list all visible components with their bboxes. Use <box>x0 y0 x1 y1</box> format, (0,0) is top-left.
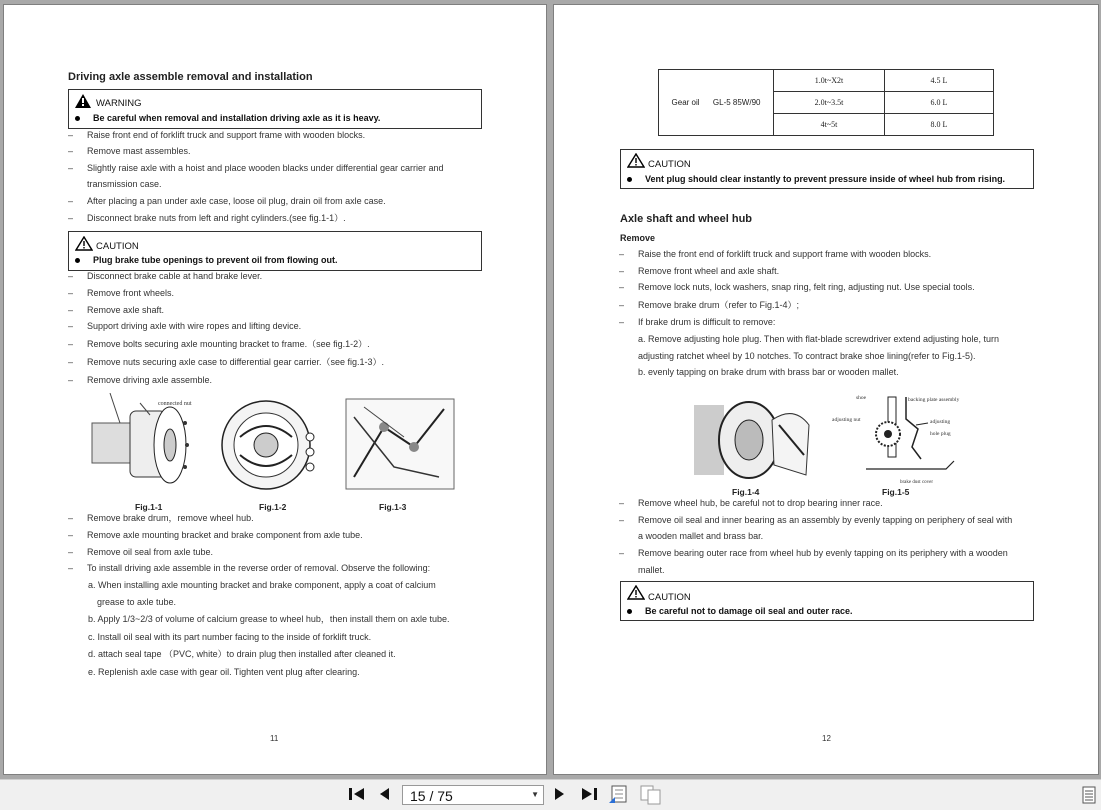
list-item: Support driving axle with wire ropes and lifting device. <box>87 321 302 331</box>
list-item: Remove brake drum，remove wheel hub. <box>87 513 254 523</box>
section-title: Driving axle assemble removal and installation <box>68 71 313 83</box>
list-item: If brake drum is difficult to remove: <box>638 317 776 327</box>
next-page-icon[interactable] <box>554 786 566 806</box>
single-page-view-icon[interactable] <box>608 785 630 809</box>
right-page <box>553 4 1099 775</box>
list-item: d. attach seal tape （PVC, white）to drain plug then installed after cleaned it. <box>88 649 396 659</box>
list-item: Remove axle shaft. <box>87 305 165 315</box>
gear-oil-spec: GL-5 85W/90 <box>712 98 761 107</box>
list-dash: – <box>68 547 74 557</box>
list-dash: – <box>619 515 625 525</box>
list-item: b. Apply 1/3~2/3 of volume of calcium grease to wheel hub，then install them on axle tube. <box>88 614 450 624</box>
caution-label: CAUTION <box>96 241 139 252</box>
figure-label: connected nut <box>158 401 192 407</box>
bullet <box>627 609 632 614</box>
page-selector[interactable] <box>402 785 544 805</box>
list-item: transmission case. <box>87 179 162 189</box>
list-item: Remove axle mounting bracket and brake component from axle tube. <box>87 530 363 540</box>
gear-oil-cell <box>659 70 774 136</box>
gear-oil-name: Gear oil <box>671 98 700 107</box>
list-dash: – <box>619 249 625 259</box>
figure-caption: Fig.1-1 <box>135 502 163 512</box>
list-item: Remove oil seal from axle tube. <box>87 547 214 557</box>
figure-caption: Fig.1-5 <box>882 487 910 497</box>
figure-1-1-illustration <box>90 393 210 499</box>
caution-text: Vent plug should clear instantly to prevent pressure inside of wheel hub from rising. <box>645 174 1006 184</box>
figure-label: backing plate assembly <box>908 397 960 403</box>
capacity-cell: 2.0t~3.5t <box>774 92 885 114</box>
list-item: Raise the front end of forklift truck and support frame with wooden blocks. <box>638 249 932 259</box>
gear-oil-table <box>658 69 994 136</box>
list-item: Remove oil seal and inner bearing as an assembly by evenly tapping on periphery of seal with <box>638 515 1013 525</box>
warning-label: WARNING <box>96 98 142 109</box>
list-dash: – <box>68 375 74 385</box>
page-indicator: 15 / 75 <box>410 788 453 804</box>
warning-icon <box>75 94 91 108</box>
list-dash: – <box>68 146 74 156</box>
volume-cell: 6.0 L <box>885 92 994 114</box>
list-dash: – <box>68 196 74 206</box>
list-dash: – <box>619 300 625 310</box>
figure-caption: Fig.1-4 <box>732 487 760 497</box>
caution-label: CAUTION <box>648 592 691 603</box>
caution-text: Be careful not to damage oil seal and outer race. <box>645 606 853 616</box>
volume-cell: 4.5 L <box>885 70 994 92</box>
two-page-view-icon[interactable] <box>640 785 662 809</box>
page-number: 11 <box>270 734 279 743</box>
list-dash: – <box>68 130 74 140</box>
list-dash: – <box>619 266 625 276</box>
list-dash: – <box>68 339 74 349</box>
list-item: Remove driving axle assemble. <box>87 375 213 385</box>
list-item: To install driving axle assemble in the reverse order of removal. Observe the following: <box>87 563 431 573</box>
previous-page-icon[interactable] <box>378 786 390 806</box>
list-item: Remove nuts securing axle case to differential gear carrier.（see fig.1-3）. <box>87 357 384 367</box>
list-item: Remove bearing outer race from wheel hub by evenly tapping on its periphery with a wooden <box>638 548 1008 558</box>
list-item: a wooden mallet and brass bar. <box>638 531 764 541</box>
figure-1-3-illustration <box>344 397 456 491</box>
list-dash: – <box>68 271 74 281</box>
figure-label: hole plug <box>930 431 951 437</box>
figure-1-5-illustration <box>826 389 996 485</box>
figure-label: adjusting <box>930 419 951 425</box>
list-dash: – <box>619 317 625 327</box>
list-item: Remove bolts securing axle mounting bracket to frame.（see fig.1-2）. <box>87 339 370 349</box>
list-item: Disconnect brake nuts from left and right cylinders.(see fig.1-1）. <box>87 213 346 223</box>
list-dash: – <box>68 163 74 173</box>
figure-label: shoe <box>856 395 867 401</box>
list-dash: – <box>619 282 625 292</box>
caution-box <box>68 231 482 271</box>
list-dash: – <box>68 288 74 298</box>
page-number: 12 <box>822 734 831 743</box>
list-item: Remove lock nuts, lock washers, snap ring, felt ring, adjusting nut. Use special tools. <box>638 282 975 292</box>
list-item: Disconnect brake cable at hand brake lever. <box>87 271 263 281</box>
bullet <box>75 116 80 121</box>
figure-caption: Fig.1-3 <box>379 502 407 512</box>
capacity-cell: 1.0t~X2t <box>774 70 885 92</box>
caution-box <box>620 581 1034 621</box>
list-item: Remove wheel hub, be careful not to drop bearing inner race. <box>638 498 883 508</box>
figure-1-2-illustration <box>218 397 328 497</box>
list-item: Remove brake drum（refer to Fig.1-4）; <box>638 300 800 310</box>
list-dash: – <box>68 530 74 540</box>
capacity-cell: 4t~5t <box>774 114 885 136</box>
list-item: grease to axle tube. <box>97 597 177 607</box>
caution-label: CAUTION <box>648 159 691 170</box>
list-item: Raise front end of forklift truck and support frame with wooden blocks. <box>87 130 366 140</box>
last-page-icon[interactable] <box>580 786 598 806</box>
menu-icon[interactable] <box>1082 786 1096 808</box>
list-item: Remove mast assembles. <box>87 146 191 156</box>
list-dash: – <box>68 513 74 523</box>
list-item: a. When installing axle mounting bracket and brake component, apply a coat of calcium <box>88 580 436 590</box>
list-item: e. Replenish axle case with gear oil. Tighten vent plug after clearing. <box>88 667 360 677</box>
figure-label: adjusting nut <box>832 417 861 423</box>
list-dash: – <box>68 305 74 315</box>
figure-1-4-illustration <box>694 395 814 485</box>
list-item: mallet. <box>638 565 665 575</box>
list-item: After placing a pan under axle case, loose oil plug, drain oil from axle case. <box>87 196 386 206</box>
left-page <box>3 4 547 775</box>
list-dash: – <box>619 498 625 508</box>
list-item: Remove front wheels. <box>87 288 175 298</box>
caution-icon <box>627 585 645 600</box>
list-item: Remove front wheel and axle shaft. <box>638 266 780 276</box>
list-item: Slightly raise axle with a hoist and place wooden blacks under differential gear carrier and <box>87 163 444 173</box>
warning-box <box>68 89 482 129</box>
warning-text: Be careful when removal and installation driving axle as it is heavy. <box>93 113 381 123</box>
chevron-down-icon[interactable]: ▼ <box>531 790 539 799</box>
caution-box <box>620 149 1034 189</box>
list-item: adjusting ratchet wheel by 10 notches. To contract brake shoe lining(refer to Fig.1-5). <box>638 351 976 361</box>
list-dash: – <box>619 548 625 558</box>
section-title: Axle shaft and wheel hub <box>620 213 753 225</box>
caution-icon <box>75 236 93 251</box>
bullet <box>627 177 632 182</box>
figure-caption: Fig.1-2 <box>259 502 287 512</box>
list-dash: – <box>68 357 74 367</box>
bullet <box>75 258 80 263</box>
list-item: a. Remove adjusting hole plug. Then with flat-blade screwdriver extend adjusting hole, turn <box>638 334 1000 344</box>
list-item: c. Install oil seal with its part number facing to the inside of forklift truck. <box>88 632 372 642</box>
caution-icon <box>627 153 645 168</box>
section-subtitle: Remove <box>620 233 656 243</box>
list-dash: – <box>68 321 74 331</box>
caution-text: Plug brake tube openings to prevent oil from flowing out. <box>93 255 338 265</box>
list-item: b. evenly tapping on brake drum with brass bar or wooden mallet. <box>638 367 899 377</box>
first-page-icon[interactable] <box>348 786 366 806</box>
figure-label: brake dust cover <box>900 480 934 485</box>
volume-cell: 8.0 L <box>885 114 994 136</box>
viewer-toolbar <box>0 779 1101 810</box>
list-dash: – <box>68 563 74 573</box>
list-dash: – <box>68 213 74 223</box>
